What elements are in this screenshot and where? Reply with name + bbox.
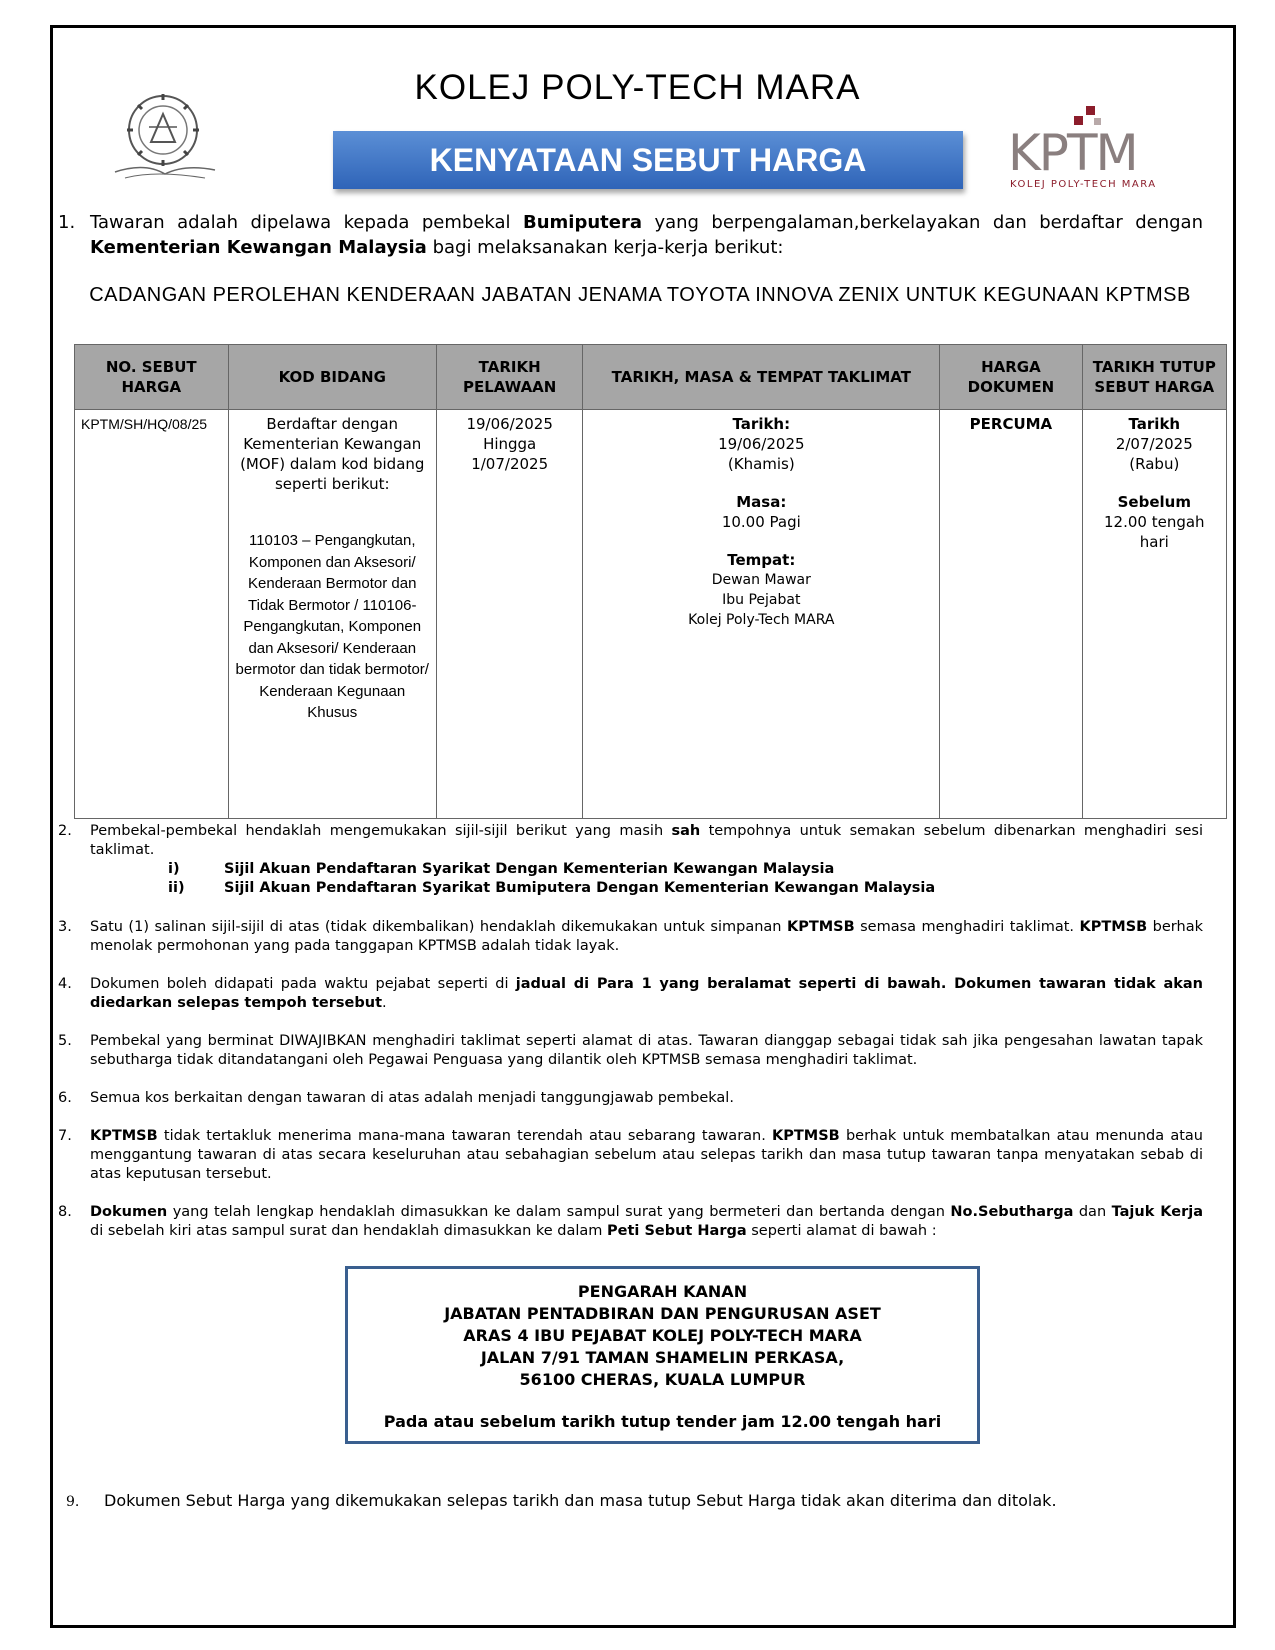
- cell-harga-dokumen: PERCUMA: [940, 410, 1082, 819]
- tender-subject: CADANGAN PEROLEHAN KENDERAAN JABATAN JENAMA TOYOTA INNOVA ZENIX UNTUK KEGUNAAN KPTMSB: [89, 284, 1191, 306]
- list-item: 7. KPTMSB tidak tertakluk menerima mana-mana tawaran terendah atau sebarang tawaran. KPTMSB berhak untuk membatalkan atau menunda atau menggantung tawaran di atas secara keseluruhan atau sebahagian sebelum atau selepas tarikh dan masa tutup tawaran tanpa menyatakan sebab di atas keputusan tersebut.: [58, 1128, 1203, 1182]
- mara-crest-icon: [105, 92, 225, 182]
- item-number: 1.: [58, 212, 76, 233]
- col-header: TARIKH TUTUP SEBUT HARGA: [1082, 345, 1226, 410]
- cell-kod-bidang: Berdaftar dengan Kementerian Kewangan (MOF) dalam kod bidang seperti berikut: 110103 – Pengangkutan, Komponen dan Aksesori/ Kenderaan Bermotor dan Tidak Bermotor / 110106- Pengangkutan, Komponen dan Aksesori/ Kenderaan bermotor dan tidak bermotor/ Kenderaan Kegunaan Khusus: [228, 410, 436, 819]
- submission-address-box: PENGARAH KANAN JABATAN PENTADBIRAN DAN PENGURUSAN ASET ARAS 4 IBU PEJABAT KOLEJ POLY-TECH MARA JALAN 7/91 TAMAN SHAMELIN PERKASA, 56100 CHERAS, KUALA LUMPUR Pada atau sebelum tarikh tutup tender jam 12.00 tengah hari: [345, 1266, 980, 1444]
- table-row: [75, 410, 1227, 819]
- list-item: 2. Pembekal-pembekal hendaklah mengemukakan sijil-sijil berikut yang masih sah tempohnya untuk semakan sebelum dibenarkan menghadiri sesi taklimat. i) Sijil Akuan Pendaftaran Syarikat Dengan Kementerian Kewangan Malaysia ii) Sijil Akuan Pendaftaran Syarikat Bumiputera Dengan Kementerian Kewangan Malaysia: [58, 823, 1203, 896]
- list-item: 5. Pembekal yang berminat DIWAJIBKAN menghadiri taklimat seperti alamat di atas. Tawaran dianggap sebagai tidak sah jika pengesahan lawatan tapak sebutharga tidak ditandatangani oleh Pegawai Penguasa yang dilantik oleh KPTMSB semasa menghadiri taklimat.: [58, 1033, 1203, 1068]
- list-item: 6. Semua kos berkaitan dengan tawaran di atas adalah menjadi tanggungjawab pembekal.: [58, 1090, 734, 1106]
- col-header: TARIKH PELAWAAN: [436, 345, 582, 410]
- table-header-row: [75, 345, 1227, 410]
- col-header: KOD BIDANG: [228, 345, 436, 410]
- submission-deadline: Pada atau sebelum tarikh tutup tender jam 12.00 tengah hari: [383, 1412, 942, 1431]
- institution-title: KOLEJ POLY-TECH MARA: [414, 68, 861, 107]
- col-header: TARIKH, MASA & TEMPAT TAKLIMAT: [583, 345, 940, 410]
- cell-no-sebut-harga: KPTM/SH/HQ/08/25: [75, 410, 229, 819]
- kptm-wordmark: KPTM: [1008, 124, 1137, 182]
- notice-banner: KENYATAAN SEBUT HARGA: [333, 131, 963, 189]
- cell-tarikh-pelawaan: 19/06/2025 Hingga 1/07/2025: [436, 410, 582, 819]
- list-item: 4. Dokumen boleh didapati pada waktu pejabat seperti di jadual di Para 1 yang beralamat seperti di bawah. Dokumen tawaran tidak akan diedarkan selepas tempoh tersebut.: [58, 976, 1203, 1011]
- paragraph-1: 1. Tawaran adalah dipelawa kepada pembekal Bumiputera yang berpengalaman,berkelayakan dan berdaftar dengan Kementerian Kewangan Malaysia bagi melaksanakan kerja-kerja berikut:: [58, 212, 1203, 258]
- col-header: HARGA DOKUMEN: [940, 345, 1082, 410]
- tender-table: [74, 344, 1227, 819]
- cell-taklimat: Tarikh: 19/06/2025 (Khamis) Masa: 10.00 Pagi Tempat: Dewan Mawar Ibu Pejabat Kolej Poly-Tech MARA: [583, 410, 940, 819]
- paragraph-9: 9. Dokumen Sebut Harga yang dikemukakan selepas tarikh dan masa tutup Sebut Harga tidak akan diterima dan ditolak.: [66, 1491, 1057, 1510]
- kptm-subtext: KOLEJ POLY-TECH MARA: [1010, 179, 1157, 190]
- conditions-list: [58, 822, 1203, 1260]
- list-item: 3. Satu (1) salinan sijil-sijil di atas (tidak dikembalikan) hendaklah dikemukakan untuk simpanan KPTMSB semasa menghadiri taklimat. KPTMSB berhak menolak permohonan yang pada tanggapan KPTMSB adalah tidak layak.: [58, 919, 1203, 954]
- col-header: NO. SEBUT HARGA: [75, 345, 229, 410]
- kptm-logo-icon: [1008, 100, 1178, 192]
- cell-tarikh-tutup: Tarikh 2/07/2025 (Rabu) Sebelum 12.00 tengah hari: [1082, 410, 1226, 819]
- list-item: 8. Dokumen yang telah lengkap hendaklah dimasukkan ke dalam sampul surat yang bermeteri dan bertanda dengan No.Sebutharga dan Tajuk Kerja di sebelah kiri atas sampul surat dan hendaklah dimasukkan ke dalam Peti Sebut Harga seperti alamat di bawah :: [58, 1204, 1204, 1239]
